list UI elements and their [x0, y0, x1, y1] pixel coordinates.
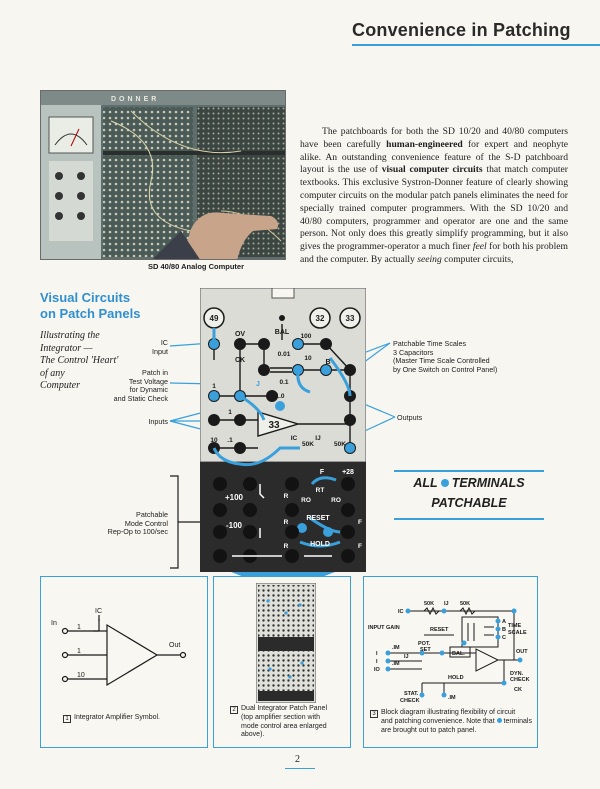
panel-gain-01: .1: [227, 437, 233, 444]
fig3-set-label: SET: [420, 647, 431, 653]
fig3-c-label: C: [502, 635, 506, 641]
visual-circuits-subtitle: Illustrating the Integrator — The Control 'Heart' of any Computer: [40, 330, 119, 391]
terminal-dot-icon: [497, 718, 502, 723]
panel-rt-label: RT: [315, 487, 325, 494]
panel-gain-1b: 1: [228, 409, 232, 416]
fig3-ij-label-2: IJ: [404, 654, 409, 660]
fig3-ic-label: IC: [398, 609, 404, 615]
fig3-pot-label: POT.: [418, 641, 431, 647]
panel-ck-label: CK: [234, 357, 246, 364]
fig1-gain-10: 10: [77, 672, 85, 679]
label-time-scales: Patchable Time Scales 3 Capacitors (Master Time Scale Controlled by One Switch on Control Panel): [393, 339, 498, 374]
panel-amp-number: 33: [268, 420, 280, 431]
panel-cap-1: 1.0: [275, 393, 285, 400]
panel-plus28-label: +28: [342, 469, 354, 476]
fig3-input-1b: I: [376, 659, 378, 665]
figure-2-box: [213, 576, 351, 748]
panel-ic-label: IC: [290, 435, 298, 442]
fig3-ck-label: CK: [514, 687, 522, 693]
panel-ro-label-2: RO: [331, 497, 341, 504]
panel-hold-label: HOLD: [310, 541, 330, 548]
fig1-in-label: In: [51, 620, 57, 627]
panel-r-label-1: R: [283, 493, 289, 500]
panel-j-label: J: [256, 381, 260, 388]
label-inputs: Inputs: [148, 417, 168, 426]
panel-res-50k-a: 50K: [302, 441, 314, 448]
panel-ij-label: IJ: [315, 435, 321, 442]
fig3-input-10: IO: [374, 667, 380, 673]
panel-f-label-1: F: [319, 469, 325, 476]
panel-terminal-32: 32: [315, 314, 325, 323]
fig1-gain-1b: 1: [77, 648, 81, 655]
panel-ro-label-1: RO: [301, 497, 311, 504]
fig1-ic-label: IC: [95, 608, 102, 615]
panel-ov-label: OV: [234, 331, 246, 338]
integrator-patch-panel: [200, 288, 366, 572]
panel-cap-10: 10: [304, 355, 312, 362]
fig3-hold-label: HOLD: [448, 675, 464, 681]
fig3-dyn-label: DYN.: [510, 671, 524, 677]
fig1-out-label: Out: [169, 642, 181, 649]
panel-terminal-49: 49: [209, 314, 219, 323]
panel-gain-1a: 1: [212, 383, 216, 390]
fig3-im-label-2: .IM: [392, 661, 400, 667]
visual-circuits-title: Visual Circuits on Patch Panels: [40, 290, 141, 321]
panel-bal-label: BAL: [274, 329, 290, 336]
fig3-scale-label: SCALE: [508, 630, 527, 636]
fig1-gain-1a: 1: [77, 624, 81, 631]
fig3-res-50k-a: 50K: [424, 601, 435, 607]
panel-minus100-label: -100: [225, 521, 243, 530]
panel-reset-label: RESET: [306, 515, 330, 522]
panel-r-label-3: R: [283, 543, 289, 550]
panel-terminal-33: 33: [345, 314, 355, 323]
photo-brand-text: DONNER: [111, 96, 160, 103]
fig3-check-label: CHECK: [510, 677, 530, 683]
fig3-im-label-3: .IM: [448, 695, 456, 701]
panel-cap-100: 100: [300, 333, 312, 340]
fig3-a-label: A: [502, 619, 506, 625]
all-terminals-callout: ALL TERMINALS PATCHABLE: [394, 470, 544, 522]
fig2-caption: 2 Dual Integrator Patch Panel (top amplifier section with mode control area enlarged above).: [230, 705, 350, 740]
label-mode-control: Patchable Mode Control Rep-Op to 100/sec: [107, 510, 168, 537]
fig3-stat-label: STAT.: [404, 691, 419, 697]
label-test-voltage: Patch in Test Voltage for Dynamic and Static Check: [113, 368, 168, 403]
page-number-rule: [285, 768, 315, 769]
panel-b-label: B: [325, 359, 331, 366]
fig3-res-50k-b: 50K: [460, 601, 471, 607]
page-number: 2: [295, 754, 300, 765]
label-ic-input: IC Input: [152, 338, 168, 356]
fig3-ij-label: IJ: [444, 601, 449, 607]
fig3-input-1a: I: [376, 651, 378, 657]
fig3-time-label: TIME: [508, 623, 522, 629]
label-outputs: Outputs: [397, 413, 423, 422]
panel-plus100-label: +100: [224, 493, 244, 502]
fig1-caption: 1 Integrator Amplifier Symbol.: [63, 714, 203, 723]
panel-f-label-2: F: [358, 519, 362, 526]
figure-1-box: [40, 576, 208, 748]
fig3-out-label: OUT: [516, 649, 528, 655]
panel-f-label-3: F: [358, 543, 362, 550]
intro-paragraph: The patchboards for both the SD 10/20 and 40/80 computers have been carefully human-engineered for expert and neophyte alike. An outstanding convenience feature of the S-D patchboard layout is the use of visual computer circuits that match computer textbooks. This exclusive Systron-Donner feature of clearly showing computer circuits on the modular patch panels eliminates the need for specially trained computer programmers. With the SD 10/20 and 40/80 computers, programmer and operator are one and the same person. Not only does this greatly simplify programming, but it also gives the programmer-operator a much finer feel for both his problem and the computer. By actually seeing computer circuits,: [300, 126, 568, 265]
terminal-dot-icon: [441, 479, 449, 487]
panel-r-label-2: R: [283, 519, 289, 526]
figure-3-box: [363, 576, 538, 748]
fig3-input-gain: INPUT GAIN: [368, 625, 400, 631]
page-title: Convenience in Patching: [352, 20, 571, 40]
panel-cap-01: 0.1: [279, 379, 289, 386]
fig3-reset-label: RESET: [430, 627, 449, 633]
fig3-im-label-1: .IM: [392, 645, 400, 651]
fig3-b-label: B: [502, 627, 506, 633]
panel-cap-001: 0.01: [277, 351, 291, 358]
fig3-bal-label: BAL.: [452, 651, 465, 657]
panel-gain-10: 10: [210, 437, 218, 444]
photo-caption: SD 40/80 Analog Computer: [148, 262, 244, 271]
panel-res-50k-b: 50K: [334, 441, 346, 448]
fig3-caption: 3 Block diagram illustrating flexibility of circuit and patching convenience. Note that terminals are brought out to patch panel.: [370, 709, 536, 735]
fig3-check-label-2: CHECK: [400, 698, 420, 704]
